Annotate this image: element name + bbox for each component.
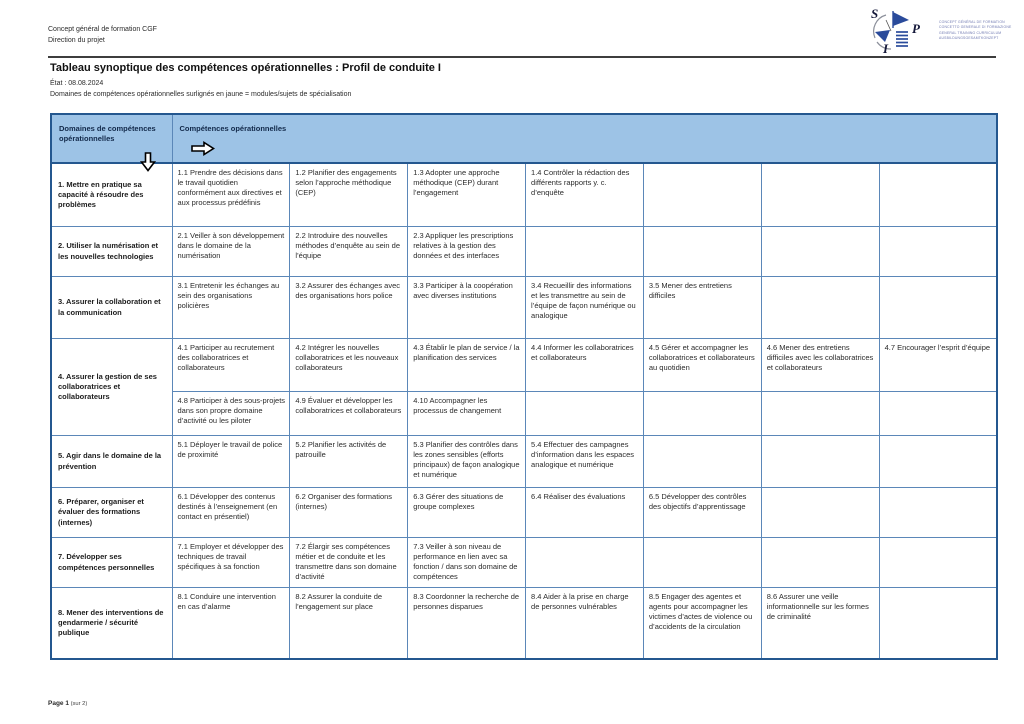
- empty-cell: [761, 276, 879, 338]
- competence-cell: 2.3 Appliquer les prescriptions relatives à la gestion des données et des interfaces: [408, 226, 526, 276]
- competence-cell: 8.2 Assurer la conduite de l’engagement sur place: [290, 587, 408, 659]
- empty-cell: [643, 391, 761, 435]
- competence-cell: 3.1 Entretenir les échanges au sein des organisations policières: [172, 276, 290, 338]
- logo-text-line: CONCEPT GÉNÉRAL DE FORMATION: [939, 20, 1005, 24]
- empty-cell: [879, 587, 997, 659]
- competence-cell: 3.3 Participer à la coopération avec diverses institutions: [408, 276, 526, 338]
- table-row: [51, 163, 997, 226]
- letterhead-line1: Concept général de formation CGF: [48, 26, 157, 33]
- competence-cell: 7.1 Employer et développer des techniques de travail spécifiques à sa fonction: [172, 537, 290, 587]
- competence-cell: 8.1 Conduire une intervention en cas d’alarme: [172, 587, 290, 659]
- legend-note: Domaines de compétences opérationnelles surlignés en jaune = modules/sujets de spécialisation: [50, 91, 352, 98]
- empty-cell: [761, 537, 879, 587]
- empty-cell: [879, 226, 997, 276]
- status-date: État : 08.08.2024: [50, 80, 104, 87]
- empty-cell: [643, 537, 761, 587]
- competence-cell: 6.1 Développer des contenus destinés à l’enseignement (en contact en présentiel): [172, 487, 290, 537]
- table-row: [51, 338, 997, 391]
- empty-cell: [526, 391, 644, 435]
- competence-cell: 4.5 Gérer et accompagner les collaboratrices et collaborateurs au quotidien: [643, 338, 761, 391]
- competence-cell: 2.1 Veiller à son développement dans le domaine de la numérisation: [172, 226, 290, 276]
- competence-cell: 4.1 Participer au recrutement des collaboratrices et collaborateurs: [172, 338, 290, 391]
- empty-cell: [879, 163, 997, 226]
- header-competences-label: Compétences opérationnelles: [179, 124, 287, 133]
- table-body: [51, 163, 997, 659]
- table-row: [51, 487, 997, 537]
- empty-cell: [761, 487, 879, 537]
- competence-cell: 4.2 Intégrer les nouvelles collaboratrices et les nouveaux collaborateurs: [290, 338, 408, 391]
- domain-cell: 7. Développer ses compétences personnelles: [51, 537, 172, 587]
- empty-cell: [526, 537, 644, 587]
- table-row: [51, 276, 997, 338]
- spi-logo: [864, 6, 1016, 56]
- letterhead: [48, 25, 157, 46]
- empty-cell: [879, 435, 997, 487]
- domain-cell: 4. Assurer la gestion de ses collaboratrices et collaborateurs: [51, 338, 172, 435]
- letterhead-line2: Direction du projet: [48, 36, 105, 44]
- header-domains: [51, 114, 172, 163]
- empty-cell: [761, 391, 879, 435]
- domain-cell: 5. Agir dans le domaine de la prévention: [51, 435, 172, 487]
- page-number: Page 1: [48, 700, 69, 707]
- competence-cell: 4.7 Encourager l’esprit d’équipe: [879, 338, 997, 391]
- empty-cell: [879, 537, 997, 587]
- competence-cell: 5.4 Effectuer des campagnes d’information dans les espaces analogique et numérique: [526, 435, 644, 487]
- competence-cell: 7.2 Élargir ses compétences métier et de conduite et les transmettre dans son domaine d’activité: [290, 537, 408, 587]
- competence-cell: 6.5 Développer des contrôles des objectifs d’apprentissage: [643, 487, 761, 537]
- logo-text-line: GENERAL TRAINING CURRICULUM: [939, 30, 1002, 35]
- table-row: [51, 537, 997, 587]
- empty-cell: [879, 391, 997, 435]
- competence-cell: 1.4 Contrôler la rédaction des différents rapports y. c. d’enquête: [526, 163, 644, 226]
- right-arrow-icon: [191, 141, 215, 156]
- logo-text: [939, 20, 1011, 42]
- empty-cell: [643, 163, 761, 226]
- competence-cell: 1.3 Adopter une approche méthodique (CEP) durant l’engagement: [408, 163, 526, 226]
- table-header-row: [51, 114, 997, 163]
- logo-letter-s: S: [871, 6, 879, 21]
- down-arrow-icon: [140, 152, 156, 172]
- empty-cell: [761, 435, 879, 487]
- competence-cell: 5.3 Planifier des contrôles dans les zones sensibles (efforts principaux) de façon analogique et numérique: [408, 435, 526, 487]
- logo-letter-p: P: [912, 21, 920, 36]
- table-row: [51, 435, 997, 487]
- header-divider: [48, 56, 996, 58]
- competence-cell: 7.3 Veiller à son niveau de performance en lien avec sa fonction / dans son domaine de compétences: [408, 537, 526, 587]
- competence-cell: 4.4 Informer les collaboratrices et collaborateurs: [526, 338, 644, 391]
- competence-cell: 3.5 Mener des entretiens difficiles: [643, 276, 761, 338]
- competence-cell: 3.2 Assurer des échanges avec des organisations hors police: [290, 276, 408, 338]
- competence-cell: 4.8 Participer à des sous-projets dans son propre domaine d’activité ou les piloter: [172, 391, 290, 435]
- domain-cell: 2. Utiliser la numérisation et les nouvelles technologies: [51, 226, 172, 276]
- competences-table: [50, 113, 998, 660]
- competence-cell: 8.3 Coordonner la recherche de personnes disparues: [408, 587, 526, 659]
- empty-cell: [879, 276, 997, 338]
- competence-cell: 8.5 Engager des agentes et agents pour accompagner les victimes d’actes de violence ou d’accidents de la circulation: [643, 587, 761, 659]
- empty-cell: [643, 435, 761, 487]
- empty-cell: [879, 487, 997, 537]
- competence-cell: 3.4 Recueillir des informations et les transmettre au sein de l’équipe de façon numérique ou analogique: [526, 276, 644, 338]
- table-row: [51, 587, 997, 659]
- empty-cell: [526, 226, 644, 276]
- competence-cell: 5.2 Planifier les activités de patrouille: [290, 435, 408, 487]
- competence-cell: 6.3 Gérer des situations de groupe complexes: [408, 487, 526, 537]
- header-competences: [172, 114, 997, 163]
- competence-cell: 2.2 Introduire des nouvelles méthodes d’enquête au sein de l’équipe: [290, 226, 408, 276]
- page-title: Tableau synoptique des compétences opérationnelles : Profil de conduite I: [50, 62, 441, 74]
- domain-cell: 3. Assurer la collaboration et la communication: [51, 276, 172, 338]
- competence-cell: 6.2 Organiser des formations (internes): [290, 487, 408, 537]
- header-domains-label: Domaines de compétences opérationnelles: [59, 124, 156, 144]
- competence-cell: 4.6 Mener des entretiens difficiles avec les collaboratrices et collaborateurs: [761, 338, 879, 391]
- domain-cell: 8. Mener des interventions de gendarmerie / sécurité publique: [51, 587, 172, 659]
- logo-text-line: AUSBILDUNGSGESAMTKONZEPT: [939, 36, 999, 41]
- logo-text-line: CONCETTO GENERALE DI FORMAZIONE: [939, 25, 1012, 30]
- competence-cell: 4.3 Établir le plan de service / la planification des services: [408, 338, 526, 391]
- competence-cell: 4.10 Accompagner les processus de changement: [408, 391, 526, 435]
- empty-cell: [761, 226, 879, 276]
- spi-emblem-icon: [864, 6, 936, 54]
- competence-cell: 6.4 Réaliser des évaluations: [526, 487, 644, 537]
- page-count: (sur 2): [68, 701, 88, 707]
- table-row: [51, 226, 997, 276]
- competence-cell: 4.9 Évaluer et développer les collaboratrices et collaborateurs: [290, 391, 408, 435]
- competence-cell: 8.4 Aider à la prise en charge de personnes vulnérables: [526, 587, 644, 659]
- page-footer: [48, 700, 87, 707]
- logo-letter-i: I: [883, 41, 889, 54]
- competence-cell: 1.2 Planifier des engagements selon l’approche méthodique (CEP): [290, 163, 408, 226]
- competence-cell: 1.1 Prendre des décisions dans le travail quotidien conformément aux directives et aux processus prédéfinis: [172, 163, 290, 226]
- empty-cell: [643, 226, 761, 276]
- domain-cell: 6. Préparer, organiser et évaluer des formations (internes): [51, 487, 172, 537]
- table-row: [51, 391, 997, 435]
- empty-cell: [761, 163, 879, 226]
- competence-cell: 5.1 Déployer le travail de police de proximité: [172, 435, 290, 487]
- domain-cell: 1. Mettre en pratique sa capacité à résoudre des problèmes: [51, 163, 172, 226]
- competence-cell: 8.6 Assurer une veille informationnelle sur les formes de criminalité: [761, 587, 879, 659]
